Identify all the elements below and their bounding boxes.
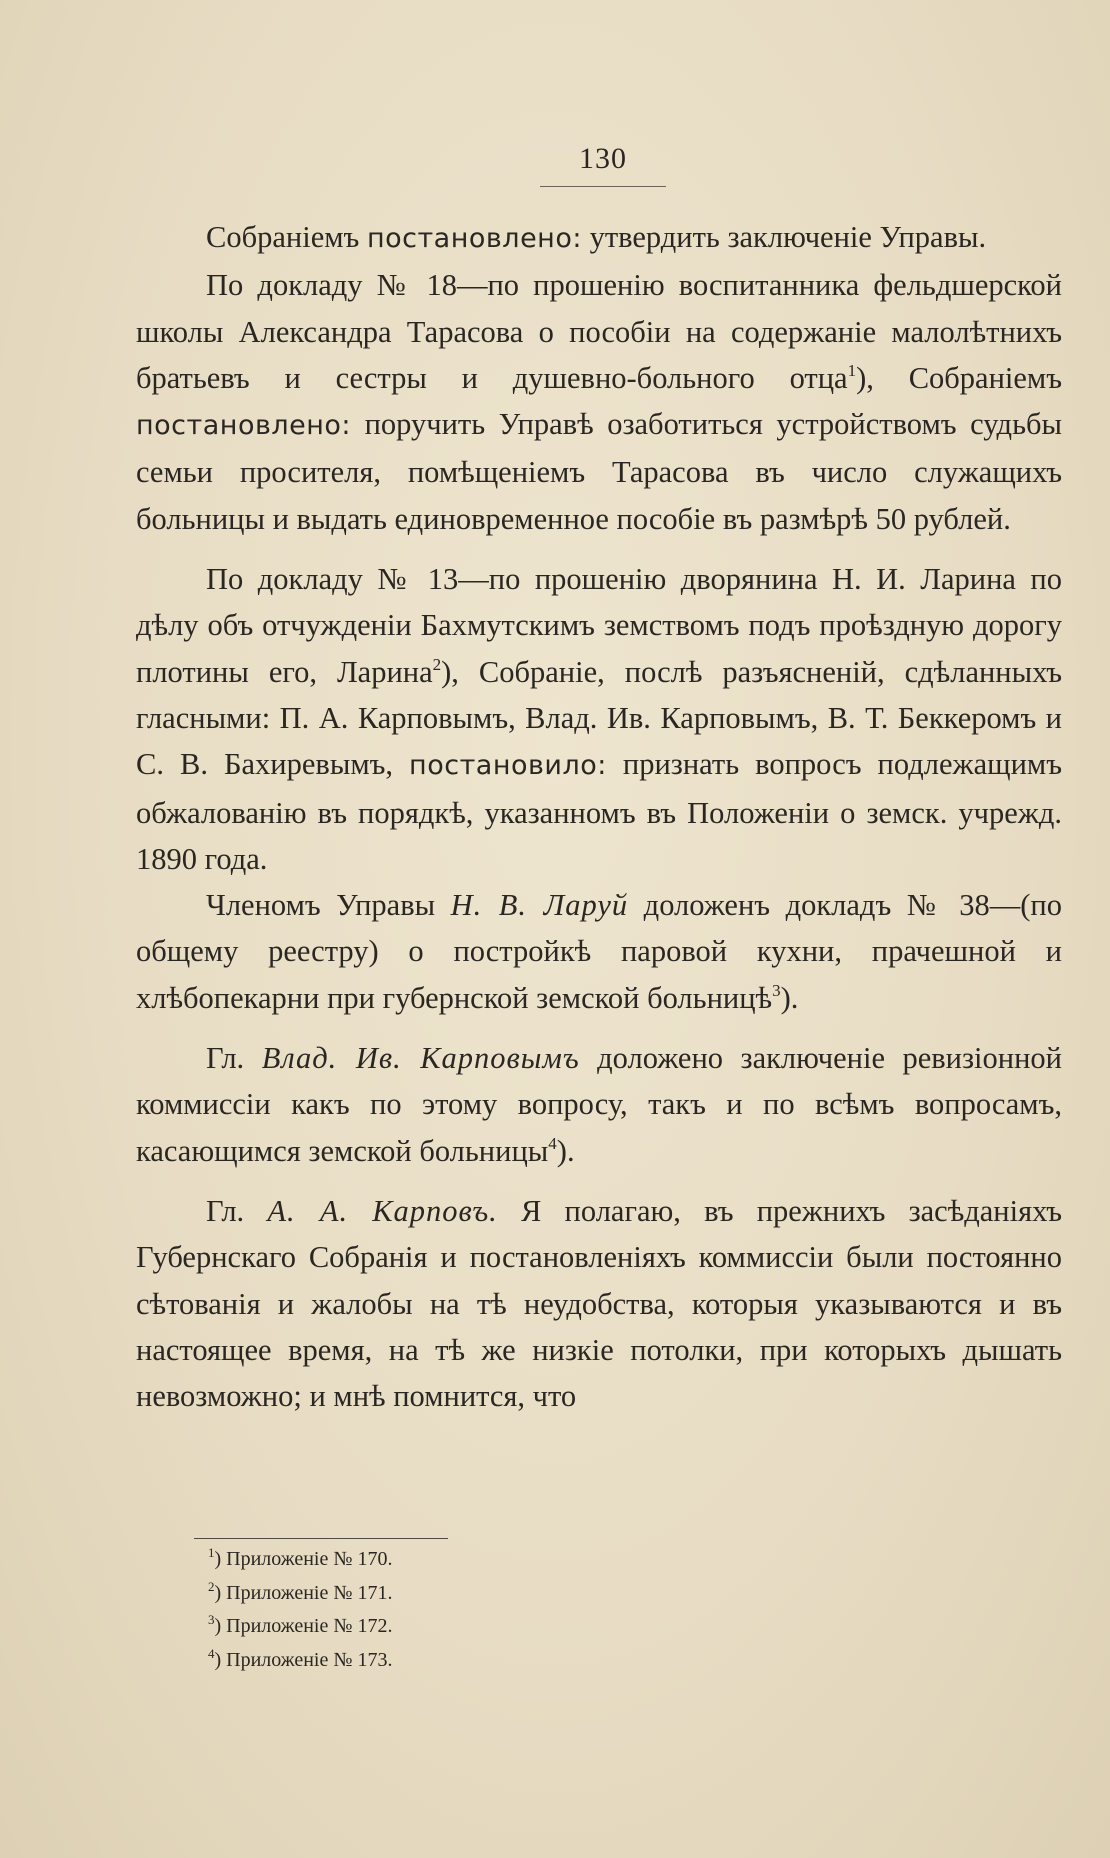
text-run: Я полагаю, въ прежнихъ засѣданіяхъ Губернскаго Собранія и постановленіяхъ коммиссіи были постоянно сѣтованія и жалобы на тѣ неудобства, которыя указываются и въ настоящее время, на тѣ же низкіе потолки, при которыхъ дышать невозможно; и мнѣ помнится, что [136,1193,1062,1414]
footnote-item [208,1644,392,1678]
text-run: По докладу № 13—по прошенію дворянина Н. И. Ларина по дѣлу объ отчужденіи Бахмутскимъ земствомъ подъ проѣздную дорогу плотины его, Ларина [136,562,1062,689]
footnote-text: ) Приложеніе № 171. [214,1581,393,1604]
footnote-ref[interactable]: 2 [432,654,442,674]
text-run: ). [780,980,799,1015]
text-run: поручить Управѣ озаботиться устройствомъ судьбы семьи просителя, помѣщеніемъ Тарасова въ число служащихъ больницы и выдать единовременное пособіе въ размѣрѣ 50 рублей. [136,407,1062,536]
body-text [136,214,1062,1419]
text-run: признать вопросъ подлежащимъ обжалованію въ порядкѣ, указанномъ въ Положеніи о земск. учрежд. 1890 года. [136,747,1062,876]
page-number-rule [540,186,666,187]
footnote-mark: 1 [208,1545,215,1560]
footnote-item [208,1577,392,1611]
text-run: утвердить заключеніе Управы. [581,220,987,254]
footnote-text: ) Приложеніе № 173. [214,1648,393,1671]
paragraph-doklad-13 [136,556,1062,882]
speaker-name: Влад. Ив. Карповымъ [261,1041,580,1076]
footnote-mark: 4 [208,1645,215,1661]
paragraph-revizionnaya-kommissiya [136,1035,1062,1174]
footnote-ref[interactable]: 3 [772,980,781,1000]
footnote-mark: 2 [208,1578,215,1594]
footnote-ref[interactable]: 4 [548,1133,557,1153]
decree-word: постановлено: [366,223,582,254]
footnote-text: ) Приложеніе № 170. [214,1548,393,1570]
text-run: Членомъ Управы [206,888,451,923]
decree-word: постановило: [409,750,607,782]
footnote-item [208,1543,392,1577]
paragraph-zaklyuchenie [136,214,1062,262]
text-run: Гл. [206,1193,268,1228]
text-run: доложенъ докладъ № 38—(по общему реестру) о постройкѣ паровой кухни, прачешной и хлѣбопекарни при губернской земской больницѣ [136,888,1063,1015]
text-run: По докладу № 18—по прошенію воспитанника фельдшерской школы Александра Тарасова о пособіи на содержаніе малолѣтнихъ братьевъ и сестры и душевно-больного отца [136,268,1062,395]
text-run: ), Собраніе, послѣ разъясненій, сдѣланныхъ гласными: П. А. Карповымъ, Влад. Ив. Карповымъ, В. Т. Беккеромъ и С. В. Бахиревымъ, [136,654,1062,782]
paragraph-doklad-38 [136,882,1062,1021]
paragraph-doklad-18 [136,262,1062,542]
paragraph-karpov-speech [136,1188,1062,1419]
footnote-rule [194,1538,448,1539]
footnote-text: ) Приложеніе № 172. [214,1615,393,1637]
text-run: ), Собраніемъ [856,360,1063,395]
footnote-mark: 3 [208,1612,215,1627]
text-run: Гл. [206,1041,262,1076]
page-number: 130 [579,142,627,175]
footnote-item [208,1610,392,1644]
speaker-name: А. А. Карповъ. [267,1193,498,1228]
speaker-name: Н. В. Ларуй [450,888,629,923]
text-run: Собраніемъ [206,220,367,254]
decree-word: постановлено: [136,410,352,442]
text-run: доложено заключеніе ревизіонной коммиссіи какъ по этому вопросу, такъ и по всѣмъ вопросамъ, касающимся земской больницы [136,1041,1062,1168]
text-run: ). [556,1133,575,1168]
footnotes [208,1543,392,1677]
footnote-ref[interactable]: 1 [847,360,857,380]
